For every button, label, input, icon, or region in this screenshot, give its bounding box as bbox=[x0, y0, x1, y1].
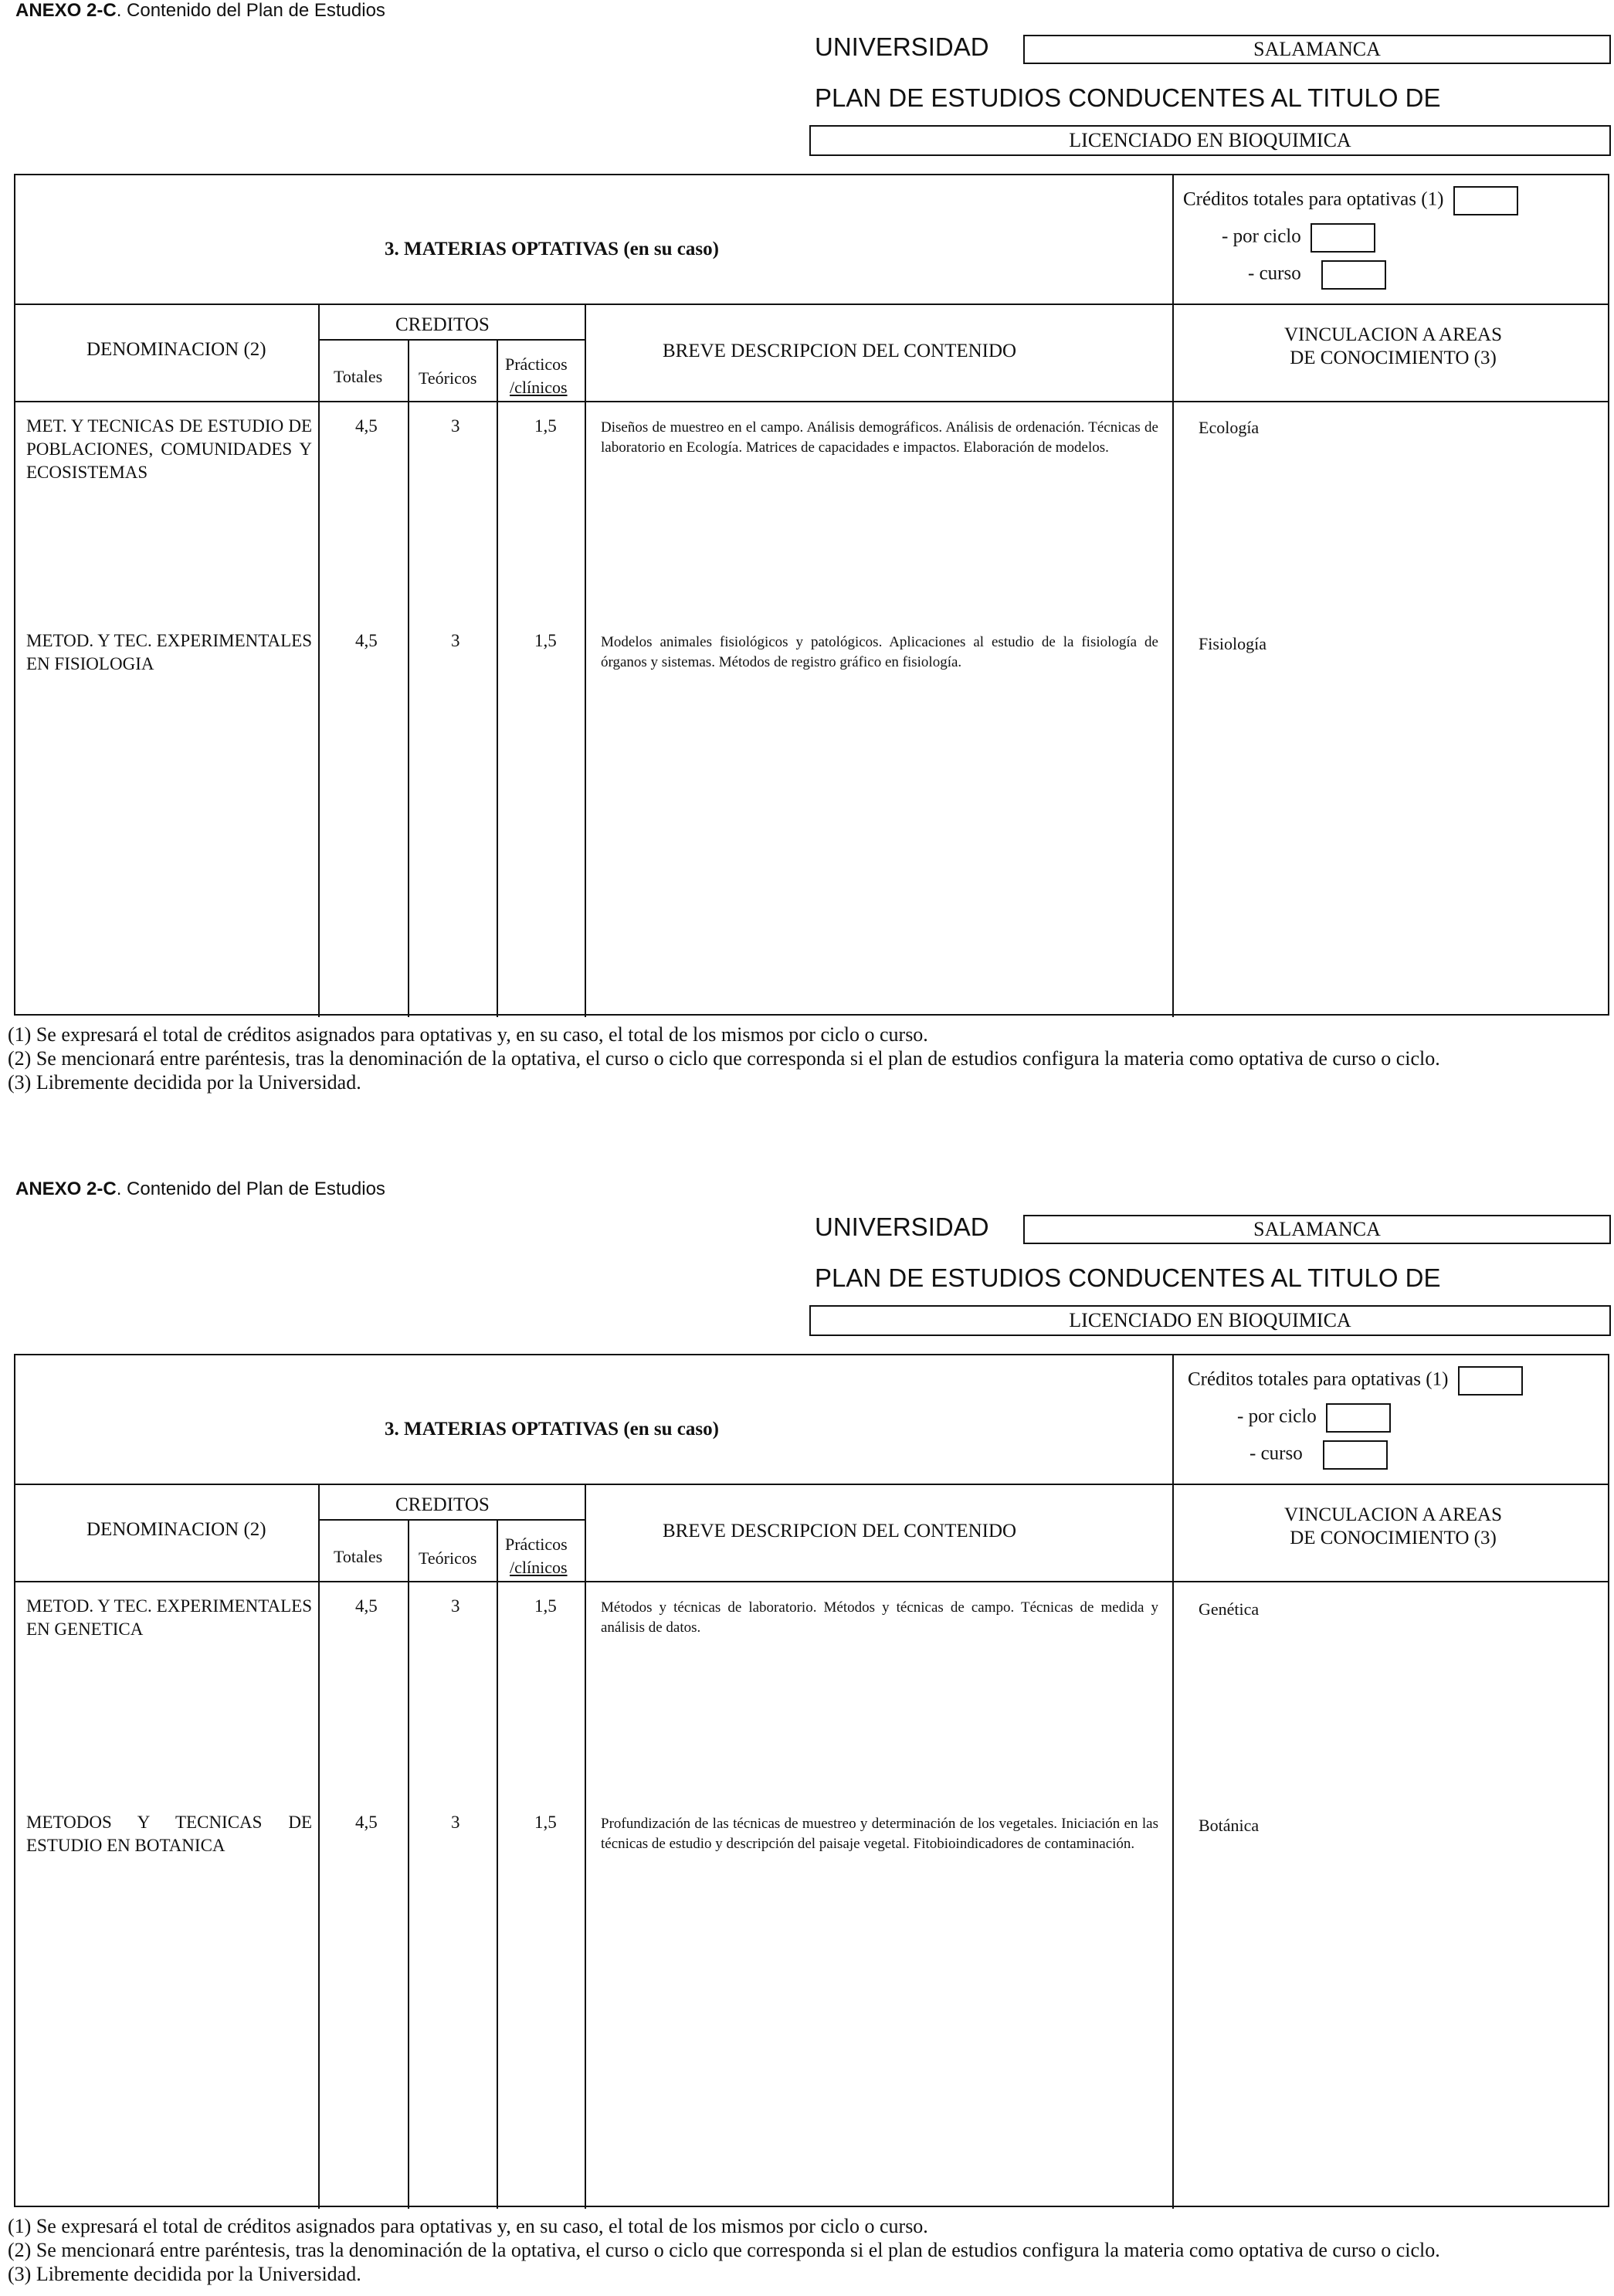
universidad-value: SALAMANCA bbox=[1023, 35, 1611, 64]
col-denominacion: DENOMINACION (2) bbox=[86, 339, 266, 360]
col-descripcion: BREVE DESCRIPCION DEL CONTENIDO bbox=[663, 341, 1017, 361]
optativas-table bbox=[14, 1354, 1609, 2207]
col-descripcion: BREVE DESCRIPCION DEL CONTENIDO bbox=[663, 1521, 1017, 1541]
table-row-descripcion: Diseños de muestreo en el campo. Análisis demográficos. Análisis de ordenación. Técnicas de laboratorio en Ecología. Matrices de capacidades e impactos. Elaboración de modelos. bbox=[601, 419, 1158, 456]
table-row-totales: 4,5 bbox=[355, 631, 378, 650]
plan-estudios-label: PLAN DE ESTUDIOS CONDUCENTES AL TITULO DE bbox=[815, 1263, 1441, 1292]
table-row-teoricos: 3 bbox=[451, 1596, 460, 1616]
table-row-teoricos: 3 bbox=[451, 1813, 460, 1832]
table-row-practicos: 1,5 bbox=[534, 1596, 557, 1616]
table-row-teoricos: 3 bbox=[451, 631, 460, 650]
table-row-denominacion: METOD. Y TEC. EXPERIMENTALES EN FISIOLOGIA bbox=[26, 631, 312, 673]
curso-box bbox=[1323, 1440, 1388, 1470]
col-practicos: Prácticos bbox=[505, 354, 568, 374]
table-row-area: Ecología bbox=[1199, 418, 1260, 437]
curso-label: - curso bbox=[1248, 260, 1386, 290]
curso-box bbox=[1321, 260, 1386, 290]
anexo-heading: ANEXO 2-C. Contenido del Plan de Estudios bbox=[15, 1179, 385, 1199]
col-teoricos: Teóricos bbox=[419, 1548, 477, 1568]
footnote-3: (3) Libremente decidida por la Universidad. bbox=[8, 1071, 361, 1094]
optativas-table bbox=[14, 174, 1609, 1016]
table-row-descripcion: Profundización de las técnicas de muestreo y determinación de los vegetales. Iniciación en las técnicas de estudio y descripción del paisaje vegetal. Fitobioindicadores de contaminación. bbox=[601, 1816, 1158, 1852]
section-title: 3. MATERIAS OPTATIVAS (en su caso) bbox=[385, 1419, 719, 1440]
table-row-denominacion: METODOS Y TECNICAS DE ESTUDIO EN BOTANICA bbox=[26, 1813, 312, 1855]
creditos-totales-label: Créditos totales para optativas (1) bbox=[1183, 186, 1518, 215]
col-creditos: CREDITOS bbox=[395, 314, 490, 335]
table-row-totales: 4,5 bbox=[355, 1596, 378, 1616]
col-denominacion: DENOMINACION (2) bbox=[86, 1519, 266, 1540]
universidad-label: UNIVERSIDAD bbox=[815, 32, 989, 61]
footnote-2: (2) Se mencionará entre paréntesis, tras la denominación de la optativa, el curso o ciclo que corresponda si el plan de estudios configura la materia como optativa de curso o ciclo. bbox=[8, 2239, 1440, 2261]
footnote-3: (3) Libremente decidida por la Universidad. bbox=[8, 2263, 361, 2285]
por-ciclo-label: - por ciclo bbox=[1222, 223, 1375, 253]
por-ciclo-box bbox=[1311, 223, 1375, 253]
table-row-practicos: 1,5 bbox=[534, 1813, 557, 1832]
por-ciclo-label: - por ciclo bbox=[1237, 1403, 1391, 1433]
table-row-area: Botánica bbox=[1199, 1816, 1260, 1835]
col-clinicos: /clínicos bbox=[510, 378, 568, 397]
table-row-totales: 4,5 bbox=[355, 1813, 378, 1832]
table-row-practicos: 1,5 bbox=[534, 631, 557, 650]
footnote-1: (1) Se expresará el total de créditos asignados para optativas y, en su caso, el total de los mismos por ciclo o curso. bbox=[8, 2215, 928, 2237]
table-row-descripcion: Modelos animales fisiológicos y patológicos. Aplicaciones al estudio de la fisiología de órganos y sistemas. Métodos de registro gráfico en fisiología. bbox=[601, 634, 1158, 670]
titulo-value: LICENCIADO EN BIOQUIMICA bbox=[809, 125, 1611, 156]
col-vinculacion: VINCULACION A AREAS DE CONOCIMIENTO (3) bbox=[1284, 324, 1502, 368]
creditos-totales-box bbox=[1458, 1366, 1523, 1396]
col-creditos: CREDITOS bbox=[395, 1494, 490, 1515]
anexo-heading: ANEXO 2-C. Contenido del Plan de Estudios bbox=[15, 0, 385, 21]
table-row-denominacion: METOD. Y TEC. EXPERIMENTALES EN GENETICA bbox=[26, 1596, 312, 1639]
table-row-descripcion: Métodos y técnicas de laboratorio. Métodos y técnicas de campo. Técnicas de medida y análisis de datos. bbox=[601, 1599, 1158, 1636]
por-ciclo-box bbox=[1326, 1403, 1391, 1433]
col-practicos: Prácticos bbox=[505, 1535, 568, 1554]
table-row-teoricos: 3 bbox=[451, 416, 460, 436]
table-row-area: Fisiología bbox=[1199, 634, 1267, 653]
col-vinculacion: VINCULACION A AREAS DE CONOCIMIENTO (3) bbox=[1284, 1504, 1502, 1548]
table-row-area: Genética bbox=[1199, 1599, 1260, 1619]
plan-page-2 bbox=[0, 1172, 1614, 2296]
table-row-totales: 4,5 bbox=[355, 416, 378, 436]
col-teoricos: Teóricos bbox=[419, 368, 477, 388]
table-row-practicos: 1,5 bbox=[534, 416, 557, 436]
creditos-totales-box bbox=[1453, 186, 1518, 215]
col-totales: Totales bbox=[334, 1547, 383, 1566]
section-title: 3. MATERIAS OPTATIVAS (en su caso) bbox=[385, 239, 719, 259]
table-row-denominacion: MET. Y TECNICAS DE ESTUDIO DE POBLACIONES, COMUNIDADES Y ECOSISTEMAS bbox=[26, 416, 312, 482]
footnote-2: (2) Se mencionará entre paréntesis, tras la denominación de la optativa, el curso o ciclo que corresponda si el plan de estudios configura la materia como optativa de curso o ciclo. bbox=[8, 1047, 1440, 1070]
col-clinicos: /clínicos bbox=[510, 1558, 568, 1577]
universidad-label: UNIVERSIDAD bbox=[815, 1212, 989, 1241]
universidad-value: SALAMANCA bbox=[1023, 1215, 1611, 1244]
footnote-1: (1) Se expresará el total de créditos asignados para optativas y, en su caso, el total de los mismos por ciclo o curso. bbox=[8, 1023, 928, 1046]
plan-estudios-label: PLAN DE ESTUDIOS CONDUCENTES AL TITULO DE bbox=[815, 83, 1441, 112]
creditos-totales-label: Créditos totales para optativas (1) bbox=[1188, 1366, 1523, 1396]
plan-page-1 bbox=[0, 0, 1614, 1112]
titulo-value: LICENCIADO EN BIOQUIMICA bbox=[809, 1305, 1611, 1336]
curso-label: - curso bbox=[1249, 1440, 1388, 1470]
col-totales: Totales bbox=[334, 367, 383, 386]
